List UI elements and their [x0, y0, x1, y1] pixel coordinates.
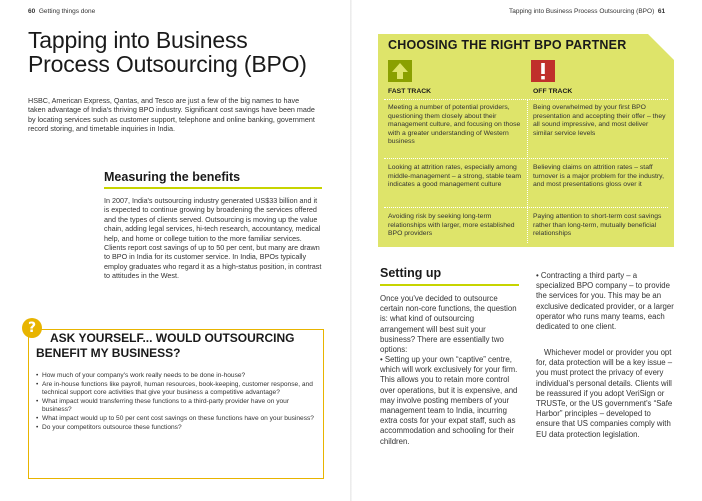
setting-up-col2-para: Whichever model or provider you opt for, data protection will be a key issue – you must protect the privacy of every individual's personal details. Clients will be reassured if you adopt VeriSign or TRUSTe, or the US government's “Safe Harbor” principles – developed to ensure that US companies comply with EU data protection legislation.	[536, 348, 673, 439]
measuring-heading: Measuring the benefits	[104, 170, 241, 184]
fast-track-label: FAST TRACK	[388, 88, 432, 95]
intro-paragraph: HSBC, American Express, Qantas, and Tesco are just a few of the big names to have taken advantage of India's thriving BPO industry. Significant cost savings have been made by locating services such as customer support, telephone and online banking, government record storing, and timetable inquiries in India.	[28, 96, 315, 134]
exclamation-icon	[531, 60, 555, 82]
bpo-row-rule	[384, 99, 668, 100]
left-page-number: 60	[28, 8, 36, 15]
setting-up-heading-rule	[380, 284, 519, 286]
ask-list-item: • Do your competitors outsource these functions?	[36, 424, 316, 432]
ask-box-list	[36, 372, 316, 433]
setting-up-col2-bullet: • Contracting a third party – a specialized BPO company – to provide the services for you. This may be an exclusive dedicated provider, or a larger operator who runs many teams, each dedicated to one client.	[536, 271, 674, 332]
setting-up-col1-para: Once you've decided to outsource certain non-core functions, the question is: what kind of outsourcing arrangement will best suit your business? There are essentially two options:	[380, 294, 517, 355]
up-arrow-icon	[388, 60, 412, 82]
ask-list-item: • What impact would up to 50 per cent cost savings on these functions have on your business?	[36, 415, 316, 423]
off-track-cell: Believing claims on attrition rates – staff turnover is a major problem for the industry, and most presentations gloss over it	[533, 164, 664, 188]
fast-track-cell: Meeting a number of potential providers, questioning them closely about their management culture, and focusing on those with a greater understanding of Western business	[388, 104, 521, 145]
left-running-head	[28, 8, 95, 15]
bpo-column-divider	[527, 99, 528, 243]
measuring-body: In 2007, India's outsourcing industry generated US$33 billion and it is expected to continue growing by broadening the services offered and the types of clients served. Outsourcing is moving up the value chain, adding legal services, hi-tech research, accountancy, medical help, and home or college tuition to the more familiar services. Clients report cost savings of up to 50 per cent, but many are drawn to BPO in India for its customer service. In India, BPOs typically employ graduates who regard it as a high-status position, in contrast to attitudes in the West.	[104, 196, 322, 281]
off-track-cell: Being overwhelmed by your first BPO presentation and accepting their offer – they all sound impressive, and most deliver similar service levels	[533, 104, 666, 137]
measuring-heading-rule	[104, 187, 322, 189]
bpo-row-rule	[384, 207, 668, 208]
right-running-head	[509, 8, 665, 15]
left-running-head-text: Getting things done	[38, 8, 96, 15]
chapter-title	[28, 28, 307, 76]
right-running-head-text: Tapping into Business Process Outsourcing (BPO)	[509, 8, 655, 15]
ask-list-item: • What impact would transferring these functions to a third-party provider have on your business?	[36, 398, 316, 415]
ask-list-item: • How much of your company's work really needs to be done in-house?	[36, 372, 316, 380]
off-track-cell: Paying attention to short-term cost savings rather than long-term, mutually beneficial relationships	[533, 213, 662, 237]
question-icon: ?	[22, 318, 42, 338]
setting-up-heading: Setting up	[380, 266, 442, 280]
bpo-row-rule	[384, 158, 668, 159]
bpo-box-corner	[648, 34, 674, 60]
off-track-label: OFF TRACK	[533, 88, 573, 95]
setting-up-col1-bullet: • Setting up your own “captive” centre, which will work exclusively for your firm. This allows you to retain more control over operations, but it is expensive, and may involve posting members of your management team to India, incurring extra costs for your expat staff, such as accommodation and schooling for their children.	[380, 355, 518, 446]
fast-track-cell: Looking at attrition rates, especially among middle-management – a strong, stable team indicates a good management culture	[388, 164, 521, 188]
chapter-title-line2: Process Outsourcing (BPO)	[28, 51, 307, 77]
ask-box-title-line1: ASK YOURSELF... WOULD OUTSOURCING	[50, 331, 295, 345]
book-gutter	[350, 0, 352, 501]
fast-track-cell: Avoiding risk by seeking long-term relationships with larger, more established BPO providers	[388, 213, 515, 237]
chapter-title-line1: Tapping into Business	[28, 27, 248, 53]
ask-box-title-line2: BENEFIT MY BUSINESS?	[36, 346, 181, 360]
ask-list-item: • Are in-house functions like payroll, human resources, book-keeping, customer response, and technical support core activities that give your business a competitive advantage?	[36, 381, 316, 398]
right-page-number: 61	[657, 8, 666, 15]
bpo-box-title: CHOOSING THE RIGHT BPO PARTNER	[388, 38, 627, 52]
